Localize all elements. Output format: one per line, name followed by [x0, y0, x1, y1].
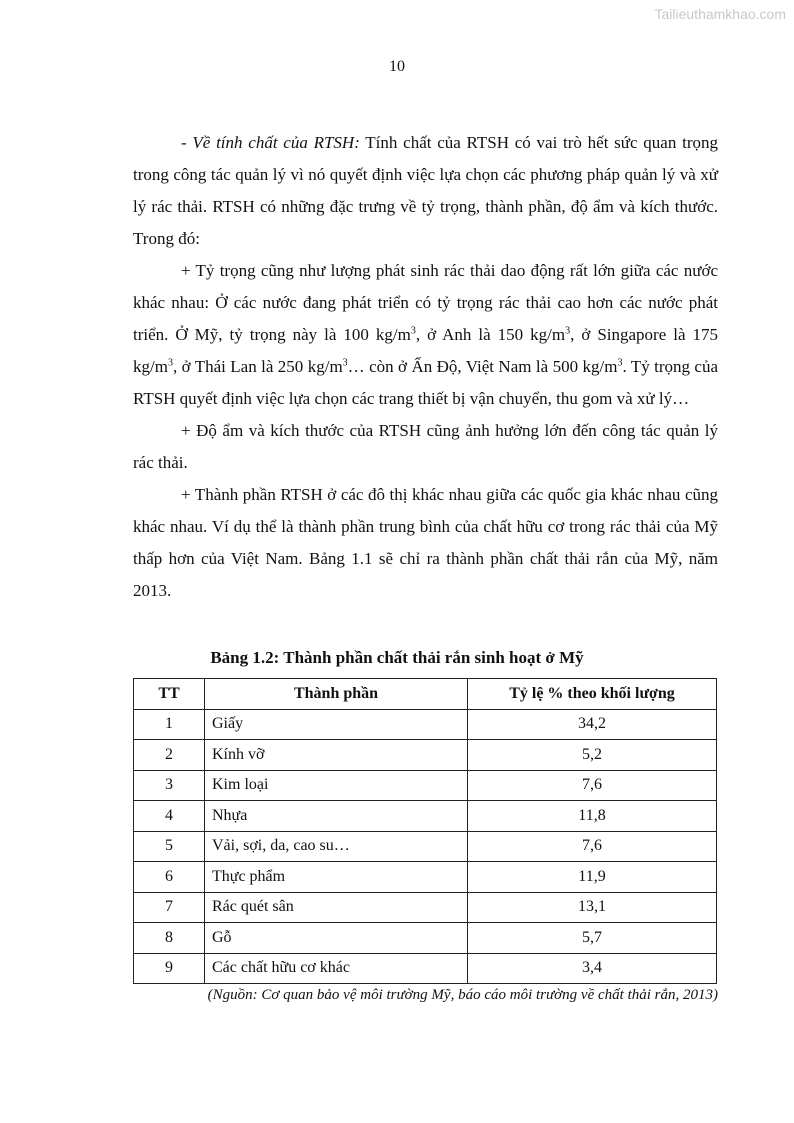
cell-tt: 7	[134, 892, 205, 923]
paragraph-moisture: + Độ ẩm và kích thước của RTSH cũng ảnh hưởng lớn đến công tác quản lý rác thải.	[133, 421, 718, 472]
cell-percent: 13,1	[468, 892, 717, 923]
cell-component: Các chất hữu cơ khác	[205, 953, 468, 984]
cell-tt: 4	[134, 801, 205, 832]
cell-tt: 1	[134, 709, 205, 740]
superscript: 3	[410, 325, 416, 337]
cell-percent: 5,7	[468, 923, 717, 954]
cell-tt: 6	[134, 862, 205, 893]
body-text	[133, 127, 718, 607]
cell-component: Nhựa	[205, 801, 468, 832]
cell-percent: 7,6	[468, 770, 717, 801]
superscript: 3	[342, 357, 348, 369]
header-tt: TT	[134, 679, 205, 710]
table-row	[134, 862, 717, 893]
paragraph-text: Tính chất của RTSH có vai trò hết sức quan trọng trong công tác quản lý vì nó quyết định việc lựa chọn các phương pháp quản lý và xử lý rác thải. RTSH có những đặc trưng về tỷ trọng, thành phần, độ ẩm và kích thước. Trong đó:	[133, 133, 718, 248]
table-row	[134, 892, 717, 923]
paragraph-density	[133, 255, 718, 415]
table-row	[134, 709, 717, 740]
table-caption: Bảng 1.2: Thành phần chất thải rắn sinh hoạt ở Mỹ	[210, 648, 584, 667]
cell-percent: 3,4	[468, 953, 717, 984]
cell-tt: 8	[134, 923, 205, 954]
cell-component: Kính vỡ	[205, 740, 468, 771]
cell-component: Gỗ	[205, 923, 468, 954]
cell-percent: 5,2	[468, 740, 717, 771]
paragraph-lead: - Về tính chất của RTSH:	[181, 133, 360, 152]
cell-tt: 5	[134, 831, 205, 862]
superscript: 3	[565, 325, 571, 337]
cell-component: Rác quét sân	[205, 892, 468, 923]
text-segment: + Tỷ trọng cũng như lượng phát sinh rác thải dao động rất lớn giữa các nước khác nhau: Ở các nước đang phát triển có tỷ trọng rác thải cao hơn các nước phát triển. Ở Mỹ, tỷ trọng này là 100 kg/m	[133, 261, 718, 344]
page-number: 10	[389, 58, 405, 75]
composition-table	[133, 678, 717, 984]
cell-tt: 2	[134, 740, 205, 771]
cell-component: Giấy	[205, 709, 468, 740]
cell-percent: 11,8	[468, 801, 717, 832]
table-source: (Nguồn: Cơ quan bảo vệ môi trường Mỹ, báo cáo môi trường về chất thải rắn, 2013)	[207, 987, 718, 1003]
text-segment: … còn ở Ấn Độ, Việt Nam là 500 kg/m	[347, 357, 618, 376]
cell-tt: 9	[134, 953, 205, 984]
paragraph-properties	[133, 127, 718, 255]
table-row	[134, 923, 717, 954]
watermark: Tailieuthamkhao.com	[654, 6, 786, 22]
cell-tt: 3	[134, 770, 205, 801]
cell-component: Kim loại	[205, 770, 468, 801]
table-row	[134, 831, 717, 862]
text-segment: , ở Thái Lan là 250 kg/m	[172, 357, 343, 376]
cell-component: Thực phẩm	[205, 862, 468, 893]
header-component: Thành phần	[205, 679, 468, 710]
superscript: 3	[167, 357, 173, 369]
text-segment: , ở Anh là 150 kg/m	[415, 325, 566, 344]
cell-component: Vải, sợi, da, cao su…	[205, 831, 468, 862]
table-header-row	[134, 679, 717, 710]
text-segment: , ở Singapore là 175 kg/m	[133, 325, 718, 376]
text-segment: . Tỷ trọng của RTSH quyết định việc lựa chọn các trang thiết bị vận chuyển, thu gom và xử lý…	[133, 357, 718, 408]
table-row	[134, 770, 717, 801]
table-row	[134, 953, 717, 984]
cell-percent: 11,9	[468, 862, 717, 893]
header-percent: Tỷ lệ % theo khối lượng	[468, 679, 717, 710]
superscript: 3	[617, 357, 623, 369]
cell-percent: 34,2	[468, 709, 717, 740]
table-row	[134, 801, 717, 832]
cell-percent: 7,6	[468, 831, 717, 862]
table-row	[134, 740, 717, 771]
paragraph-composition: + Thành phần RTSH ở các đô thị khác nhau giữa các quốc gia khác nhau cũng khác nhau. Ví dụ thể là thành phần trung bình của chất hữu cơ trong rác thải của Mỹ thấp hơn của Việt Nam. Bảng 1.1 sẽ chỉ ra thành phần chất thải rắn của Mỹ, năm 2013.	[133, 485, 718, 600]
